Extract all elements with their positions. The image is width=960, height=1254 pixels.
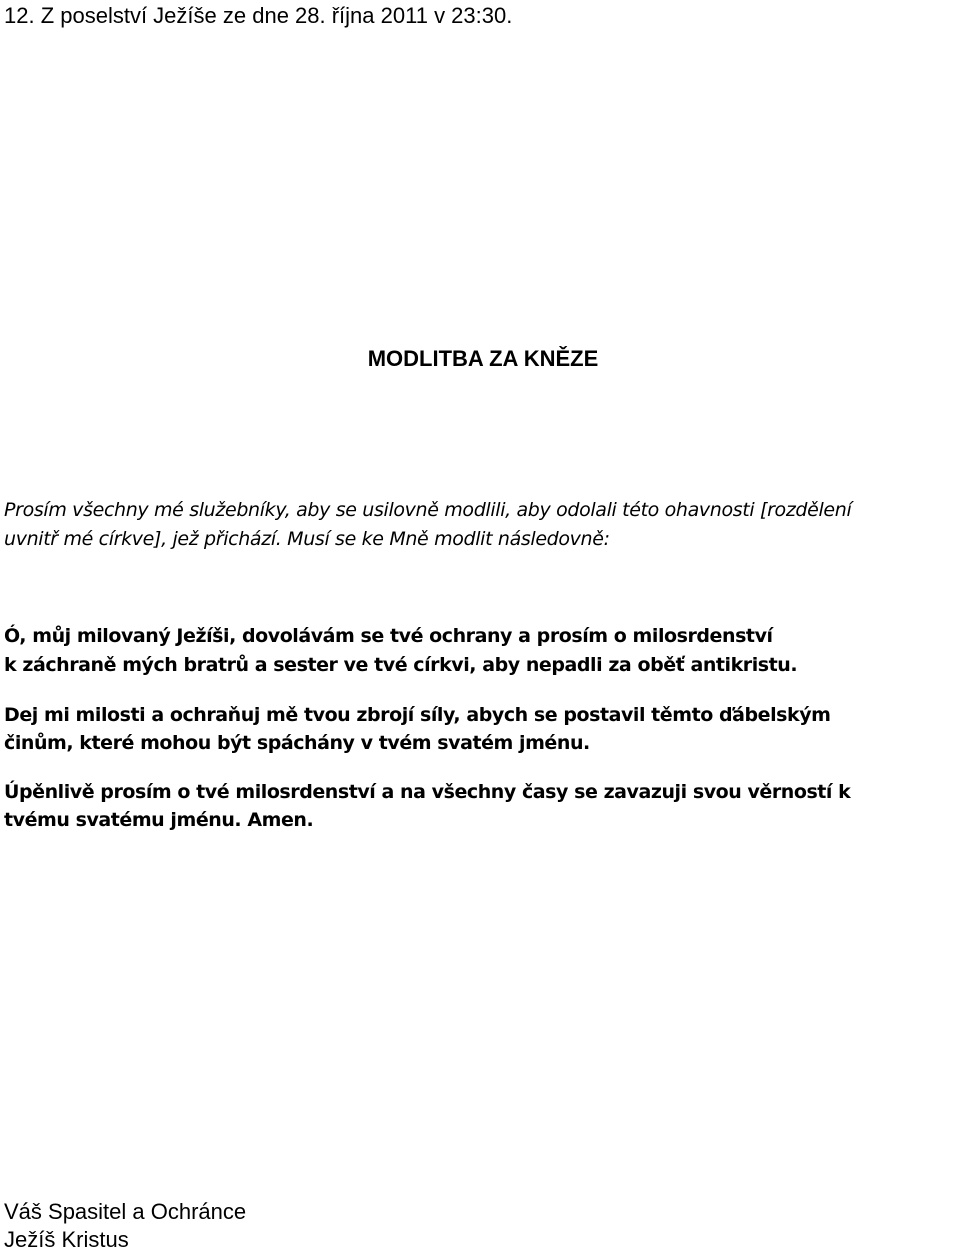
message-date-header: 12. Z poselství Ježíše ze dne 28. října 2011 v 23:30. (4, 3, 513, 28)
prayer-title: MODLITBA ZA KNĚZE (367, 346, 599, 371)
signature-name: Ježíš Kristus (4, 1227, 129, 1252)
signature-line: Váš Spasitel a Ochránce (4, 1199, 247, 1224)
prayer-line: Ó, můj milovaný Ježíši, dovolávám se tvé ochrany a prosím o milosrdenství (4, 625, 773, 647)
intro-line: Prosím všechny mé služebníky, aby se usilovně modlili, aby odolali této ohavnosti [rozdělení (4, 499, 852, 521)
prayer-line: k záchraně mých bratrů a sester ve tvé církvi, aby nepadli za oběť antikristu. (4, 654, 798, 676)
prayer-line: Úpěnlivě prosím o tvé milosrdenství a na všechny časy se zavazuji svou věrností k (4, 781, 851, 803)
prayer-line: Dej mi milosti a ochraňuj mě tvou zbrojí síly, abych se postavil těmto ďábelským (4, 704, 831, 726)
prayer-line: tvému svatému jménu. Amen. (4, 809, 314, 831)
intro-line: uvnitř mé církve], jež přichází. Musí se ke Mně modlit následovně: (4, 528, 610, 550)
prayer-line: činům, které mohou být spáchány v tvém svatém jménu. (4, 732, 590, 754)
